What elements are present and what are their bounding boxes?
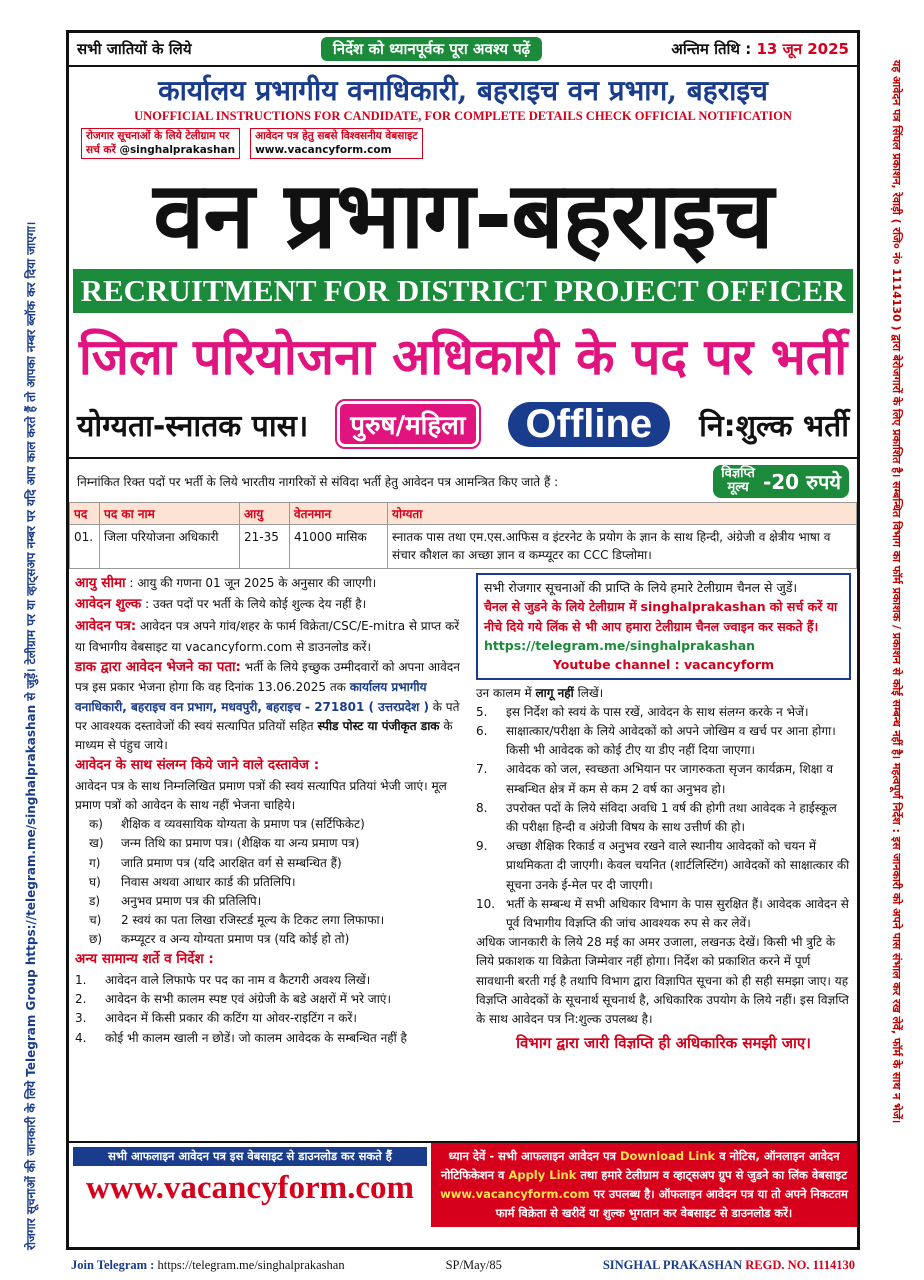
documents-intro: आवेदन पत्र के साथ निम्नलिखित प्रमाण पत्रों की स्वयं सत्यापित प्रतियां भेजी जाएं। मूल प्रमाण पत्रों को आवेदन के साथ नहीं भेजना चाहिये। (75, 778, 447, 812)
office-name: कार्यालय प्रभागीय वनाधिकारी, बहराइच वन प्रभाग, बहराइच (158, 74, 768, 107)
youtube-channel[interactable]: Youtube channel : vacancyform (552, 657, 775, 673)
bottom-line: Join Telegram : https://telegram.me/singhalprakashan SP/May/85 SINGHAL PRAKASHAN REGD. NO. 1114130 (71, 1258, 855, 1272)
top-bar (69, 33, 857, 67)
col-post-no: पद (70, 502, 100, 524)
list-item: ड) अनुभव प्रमाण पत्र की प्रतिलिपि। (89, 893, 262, 908)
more-information: अधिक जानकारी के लिये 28 मई का अमर उजाला, लखनऊ देखें। किसी भी त्रुटि के लिये प्रकाशक या विक्रेता जिम्मेवार नहीं होगा। निर्देश को प्रकाशित करने में पूर्ण सावधानी बरती गई है तथापि विभाग द्वारा विज्ञापित सूचना को ही सही समझा जाए। यह विज्ञप्ति आवेदकों के सूचनार्थ सूचनार्थ है, अधिकारिक उपयोग के लिये नहीं। इस विज्ञप्ति के साथ आवेदन पत्र नि:शुल्क उपलब्ध है। (475, 935, 849, 1026)
list-item: 3. आवेदन में किसी प्रकार की कटिंग या ओवर-राइटिंग न करें। (75, 1011, 357, 1026)
download-note: सभी आफलाइन आवेदन पत्र इस वेबसाइट से डाउनलोड कर सकते हैं (73, 1147, 427, 1166)
list-item: 4. कोई भी कालम खाली न छोडें। जो कालम आवेदक के सम्बन्धित नहीं है (75, 1030, 407, 1045)
office-address: कार्यालय प्रभागीय वनाधिकारी, बहराइच वन प्रभाग, मधवपुरी, बहराइच - 271801 ( उत्तरप्रदेश ) (75, 680, 429, 714)
left-margin-strip (0, 0, 60, 1280)
col-pay: वेतनमान (290, 502, 388, 524)
list-item: ख) जन्म तिथि का प्रमाण पत्र। (शैक्षिक या अन्य प्रमाण पत्र) (89, 836, 360, 851)
registration-number: REGD. NO. 1114130 (745, 1258, 855, 1272)
right-margin-publisher-note: यह आवेदन पत्र सिंघल प्रकाशन, रेवाड़ी ( रजि० नं० 1114130 ) द्वारा बेरोजगारों के लिए प्रकाशित है। सम्बन्धित विभाग का फॉर्म प्रकाशक / प्रकाशन से कोई सम्बन्ध नहीं है। महत्वपूर्ण निर्देश : इस जानकारी को अपने पास संभाल कर रख लेवें, फॉर्म के साथ न भेजें। (890, 60, 903, 1124)
list-item: च) 2 स्वयं का पता लिखा रजिस्टर्ड मूल्य के टिकट लगा लिफाफा। (89, 913, 385, 928)
terms-list-continued (476, 703, 851, 933)
list-item: 9. अच्छा शैक्षिक रिकार्ड व अनुभव रखने वाले स्थानीय आवेदकों को चयन में प्राथमिकता दी जाएगी। केवल चयनित (शार्टलिस्टिंग) आवेदकों को साक्षात्कार की सूचना उनके ई-मेल पर दी जाएगी। (475, 839, 850, 892)
footer-download (69, 1143, 431, 1227)
publication-code: SP/May/85 (445, 1258, 502, 1272)
application-form: आवेदन पत्र: आवेदन पत्र अपने गांव/शहर के फार्म विक्रेता/CSC/E-mitra से प्राप्त करें या विभागीय वेबसाइट या vacancyform.com से डाउनलोड करें। (75, 618, 460, 654)
telegram-link[interactable]: https://telegram.me/singhalprakashan (483, 637, 756, 653)
telegram-search-box: रोजगार सूचनाओं के लिये टेलीग्राम पर सर्च करें @singhalprakashan (81, 128, 240, 159)
notice-price-badge: विज्ञप्ति मूल्य -20 रुपये (713, 465, 849, 498)
website-link[interactable]: www.vacancyform.com (255, 143, 392, 156)
offline-badge: Offline (508, 402, 671, 447)
terms-list (75, 971, 468, 1048)
list-item: छ) कम्प्यूटर व अन्य योग्यता प्रमाण पत्र (यदि कोई हो तो) (89, 932, 350, 947)
list-item: क) शैक्षिक व व्यवसायिक योग्यता के प्रमाण पत्र (सर्टिफिकेट) (89, 817, 365, 832)
join-telegram-link[interactable]: https://telegram.me/singhalprakashan (157, 1258, 345, 1272)
info-row (69, 124, 857, 163)
footer-site-link[interactable]: www.vacancyform.com (440, 1186, 590, 1201)
telegram-promo-box: सभी रोजगार सूचनाओं की प्राप्ति के लिये हमारे टेलीग्राम चैनल से जुडें। चैनल से जुडने के लिये टेलीग्राम में singhalprakashan को सर्च करें या नीचे दिये गये लिंक से भी आप हमारा टेलीग्राम चैनल ज्वाइन कर सकते हैं। https://telegram.me/singhalprakashan Youtube channel : vacancyform (476, 573, 851, 680)
application-fee: आवेदन शुल्क : उक्त पदों पर भर्ती के लिये कोई शुल्क देय नहीं है। (75, 596, 367, 613)
posts-table (69, 502, 857, 569)
list-item: 5. इस निर्देश को स्वयं के पास रखें, आवेदन के साथ संलग्न करके न भेजें। (475, 704, 809, 719)
all-castes-label: सभी जातियों के लिये (77, 40, 192, 58)
intro-text: निम्नांकित रिक्त पदों पर भर्ती के लिये भारतीय नागरिकों से संविदा भर्ती हेतु आवेदन पत्र आमन्त्रित किए जाते हैं : (77, 474, 559, 489)
list-item: 10. भर्ती के सम्बन्ध में सभी अधिकार विभाग के पास सुरक्षित हैं। आवेदक आवेदन से पूर्व विभागीय विज्ञप्ति की जांच आवश्यक रुप से कर लेवें। (475, 896, 849, 930)
website-box: आवेदन पत्र हेतु सबसे विश्वसनीय वेबसाइट www.vacancyform.com (250, 128, 422, 159)
official-notice-line: विभाग द्वारा जारी विज्ञप्ति ही अधिकारिक समझी जाए। (516, 1034, 811, 1053)
postal-address: डाक द्वारा आवेदन भेजने का पता: भर्ती के लिये इच्छुक उम्मीदवारों को अपना आवेदन पत्र इस प्रकार भेजना होगा कि वह दिनांक 13.06.2025 तक कार्यालय प्रभागीय वनाधिकारी, बहराइच वन प्रभाग, मधवपुरी, बहराइच - 271801 ( उत्तरप्रदेश ) के पते पर आवश्यक दस्तावेजों की स्वयं सत्यापित प्रतियों सहित स्पीड पोस्ट या पंजीकृत डाक के माध्यम से पंहुच जाये। (75, 658, 460, 752)
left-margin-telegram-note: रोजगार सूचनाओं की जानकारी के लिये Telegram Group https://telegram.me/singhalprakashan से जुड़ें। टेलीग्राम पर या व्हाट्सअप नम्बर पर यदि आप काल करते हैं तो आपका नम्बर ब्लॉक कर दिया जाएगा। (24, 221, 38, 1250)
left-column (75, 573, 468, 1055)
footer (69, 1141, 857, 1227)
list-item: घ) निवास अथवा आधार कार्ड की प्रतिलिपि। (89, 874, 296, 889)
read-instructions-badge: निर्देश को ध्यानपूर्वक पूरा अवश्य पढ़ें (321, 37, 542, 61)
documents-list (75, 815, 468, 949)
notice-page (66, 30, 860, 1272)
post-title: जिला परियोजना अधिकारी के पद पर भर्ती (78, 328, 848, 387)
tags-row (69, 397, 857, 459)
col-qualification: योग्यता (388, 502, 857, 524)
department-title: वन प्रभाग-बहराइच (153, 162, 773, 270)
deadline-date: 13 जून 2025 (756, 40, 849, 58)
list-item: 7. आवेदक को जल, स्वच्छता अभियान पर जागरुकता सृजन कार्यक्रम, शिक्षा व सम्बन्धित क्षेत्र में कम से कम 2 वर्ष का अनुभव हो। (475, 762, 833, 796)
list-item: 1. आवेदन वाले लिफाफे पर पद का नाम व कैटगरी अवश्य लिखें। (75, 973, 371, 988)
list-item: ग) जाति प्रमाण पत्र (यदि आरक्षित वर्ग से सम्बन्धित हैं) (89, 855, 342, 870)
body-columns (69, 569, 857, 1055)
deadline (671, 39, 849, 59)
qualification-tag: योग्यता-स्नातक पास। (77, 408, 309, 444)
list-item: 2. आवेदन के सभी कालम स्पष्ट एवं अंग्रेजी के बडे अक्षरों में भरे जाएं। (75, 992, 391, 1007)
table-header-row (70, 502, 857, 524)
right-margin-strip (864, 0, 924, 1280)
list-item: 6. साक्षात्कार/परीक्षा के लिये आवेदकों को अपने जोखिम व खर्च पर आना होगा। किसी भी आवेदक को कोई टीए या डीए नहीं दिया जाएगा। (475, 724, 836, 758)
gender-badge: पुरुष/महिला (337, 401, 478, 447)
terms-heading: अन्य सामान्य शर्ते व निर्देश : (75, 951, 214, 968)
list-item: 8. उपरोक्त पदों के लिये संविदा अवधि 1 वर्ष की होगी तथा आवेदक ने हाईस्कूल की परीक्षा हिन्दी व अंग्रेजी विषय के साथ उत्तीर्ण की हो। (475, 800, 837, 835)
unofficial-disclaimer: UNOFFICIAL INSTRUCTIONS FOR CANDIDATE, FOR COMPLETE DETAILS CHECK OFFICIAL NOTIFICATION (134, 109, 792, 123)
age-limit: आयु सीमा : आयु की गणना 01 जून 2025 के अनुसार की जाएगी। (75, 574, 377, 591)
table-row: 01. जिला परियोजना अधिकारी 21-35 41000 मासिक स्नातक पास तथा एम.एस.आफिस व इंटरनेट के प्रयोग के ज्ञान के साथ हिन्दी, अंग्रेजी व क्षेत्रीय भाषा व संचार कौशल का अच्छा ज्ञान व कम्प्यूटर का CCC डिप्लोमा। (70, 524, 857, 568)
intro-row (69, 459, 857, 502)
telegram-handle[interactable]: @singhalprakashan (119, 143, 236, 156)
footer-website-link[interactable]: www.vacancyform.com (85, 1170, 415, 1206)
right-column (476, 573, 851, 1055)
terms-continued: उन कालम में लागू नहीं लिखें। (475, 685, 604, 700)
col-post-name: पद का नाम (100, 502, 240, 524)
publisher-name: SINGHAL PRAKASHAN (602, 1258, 743, 1272)
free-recruitment-tag: नि:शुल्क भर्ती (699, 408, 849, 444)
notice-price-value: -20 रुपये (762, 469, 841, 494)
footer-attention-note: ध्यान देवें - सभी आफलाइन आवेदन पत्र Download Link व नोटिस, ऑनलाइन आवेदन नोटिफिकेशन व Apply Link तथा हमारे टेलीग्राम व व्हाट्सअप ग्रुप से जुडने का लिंक वेबसाइट www.vacancyform.com पर उपलब्ध है। ऑफलाइन आवेदन पत्र या तो अपने निकटतम फार्म विक्रेता से खरीदें या शुल्क भुगतान कर वेबसाइट से डाउनलोड करें। (431, 1143, 857, 1227)
telegram-search-term: singhalprakashan (640, 599, 766, 615)
col-age: आयु (240, 502, 290, 524)
documents-heading: आवेदन के साथ संलग्न किये जाने वाले दस्तावेज : (75, 757, 320, 774)
recruitment-banner: RECRUITMENT FOR DISTRICT PROJECT OFFICER (73, 269, 853, 313)
deadline-label: अन्तिम तिथि : (671, 40, 752, 58)
